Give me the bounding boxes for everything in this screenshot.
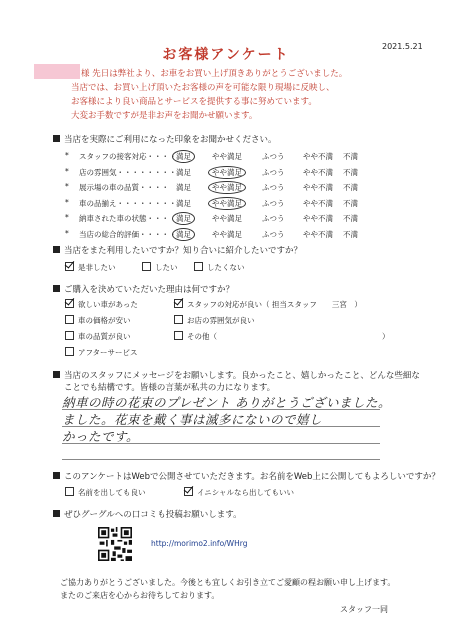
q1-question: 当店を実際にご利用になった印象をお聞かせください。 [53, 133, 277, 145]
rating-label: やや満足 [208, 166, 246, 179]
handwritten-line-2: ました。花束を戴く事は滅多にないので嬉し [62, 412, 323, 427]
q1-row-bullet: * [65, 228, 69, 238]
q4-question-line-2: ことでも結構です。皆様の言葉が私共の力になります。 [64, 383, 276, 393]
q1-rating-option[interactable] [176, 198, 191, 209]
footer-signature: スタッフ一同 [340, 605, 388, 614]
rating-label: 不満 [343, 229, 358, 239]
q1-rating-option[interactable] [343, 182, 358, 193]
checkbox[interactable] [142, 262, 151, 271]
checkbox[interactable] [174, 331, 183, 340]
q3-option-7[interactable]: アフターサービス [65, 347, 137, 358]
q3-question: ご購入を決めていただいた理由は何ですか？ [53, 283, 234, 295]
q1-rating-option[interactable] [176, 213, 191, 224]
q1-rating-option[interactable] [303, 213, 333, 224]
q1-row-bullet: * [65, 197, 69, 207]
q5-option-2[interactable]: イニシャルなら出してもいい [184, 487, 294, 498]
q1-rating-option[interactable] [343, 167, 358, 178]
intro-line-3: お客様により良い商品とサービスを提供する事に努めています。 [71, 97, 317, 107]
footer-line-2: またのご来店を心からお待ちしております。 [60, 591, 220, 600]
checkbox[interactable] [65, 315, 74, 324]
q1-rating-option[interactable] [262, 151, 285, 162]
q1-rating-option[interactable] [212, 213, 242, 224]
q1-rating-option[interactable] [262, 198, 285, 209]
checkbox[interactable] [194, 262, 203, 271]
q1-rating-option[interactable] [176, 151, 191, 162]
q1-row-label: スタッフの接客対応・・・・ [79, 152, 177, 161]
q1-rating-option[interactable] [303, 229, 333, 240]
handwritten-line-1: 納車の時の花束のプレゼント ありがとうございました。 [62, 395, 391, 410]
q3-option-4[interactable]: お店の雰囲気が良い [174, 315, 255, 326]
q1-row-bullet: * [65, 182, 69, 191]
handwritten-line-3: かったです。 [62, 429, 140, 444]
redacted-customer-name [34, 64, 80, 79]
rating-label: やや不満 [303, 167, 333, 177]
q1-rating-option[interactable] [262, 229, 285, 240]
q1-row-bullet: * [65, 213, 69, 222]
qr-code-icon[interactable] [98, 527, 132, 561]
rating-label: ふつう [262, 198, 285, 208]
q3-option-3[interactable]: 車の価格が安い [65, 315, 131, 326]
rating-label: 不満 [343, 167, 358, 177]
q1-rating-option[interactable] [176, 182, 191, 193]
square-bullet-icon [53, 472, 60, 479]
q1-rating-option[interactable] [343, 229, 358, 240]
q5-question: このアンケートはWebで公開させていただきます。お名前をWeb上に公開してもよろしいですか？ [53, 470, 440, 482]
intro-line-4: 大変お手数ですが是非お声をお聞かせ願います。 [71, 111, 258, 121]
q3-option-5[interactable]: 車の品質が良い [65, 331, 131, 342]
q1-row-label: 納車された車の状態・・・ [79, 214, 169, 223]
rating-label: 満足 [176, 198, 191, 208]
checkbox[interactable] [65, 487, 74, 496]
rating-label: 満足 [176, 167, 191, 177]
q1-rating-option[interactable] [212, 182, 242, 193]
square-bullet-icon [53, 135, 60, 142]
rating-label: ふつう [262, 152, 285, 161]
q1-rating-option[interactable] [262, 182, 285, 193]
footer-line-1: ご協力ありがとうございました。今後とも宜しくお引き立てご愛顧の程お願い申し上げます。 [60, 578, 396, 587]
q1-rating-option[interactable] [176, 229, 191, 240]
q2-question: 当店をまた利用したいですか？知り合いに紹介したいですか？ [53, 244, 302, 256]
q1-row-label: 当店の総合的評価・・・・・ [79, 229, 177, 239]
q3-option-1[interactable]: 欲しい車があった [65, 299, 138, 310]
rating-label: やや満足 [212, 214, 242, 223]
q1-rating-option[interactable] [303, 198, 333, 209]
square-bullet-icon [53, 285, 60, 292]
rating-label: 満足 [176, 183, 191, 192]
q1-row-bullet: * [65, 166, 69, 176]
q1-rating-option[interactable] [212, 229, 242, 240]
rating-label: 不満 [343, 198, 358, 208]
rating-label: 不満 [343, 152, 358, 161]
checkbox[interactable] [184, 487, 193, 496]
q1-row-bullet: * [65, 151, 69, 160]
square-bullet-icon [53, 246, 60, 253]
square-bullet-icon [53, 510, 60, 517]
q1-rating-option[interactable] [343, 151, 358, 162]
survey-title: お客様アンケート [162, 47, 290, 63]
q1-rating-option[interactable] [176, 167, 191, 178]
q1-rating-option[interactable] [303, 167, 333, 178]
q6-question: ぜひグーグルへの口コミも投稿お願いします。 [53, 508, 242, 520]
checkbox[interactable] [174, 299, 183, 308]
rating-label: ふつう [262, 167, 285, 177]
q1-rating-option[interactable] [212, 167, 242, 178]
q1-rating-option[interactable] [262, 213, 285, 224]
q3-option-2[interactable]: スタッフの対応が良い（ 担当スタッフ 三宮 ） [174, 299, 362, 310]
checkbox[interactable] [65, 299, 74, 308]
q1-row-label: 店の雰囲気・・・・・・・・ [79, 167, 177, 177]
rating-label: ふつう [262, 229, 285, 239]
q1-row-label: 展示場の車の品質・・・・ [79, 183, 169, 192]
rating-label: やや不満 [303, 152, 333, 161]
checkbox[interactable] [65, 331, 74, 340]
q1-rating-option[interactable] [212, 151, 242, 162]
q1-row-label: 車の品揃え・・・・・・・・ [79, 198, 177, 208]
rating-label: やや満足 [208, 181, 246, 194]
survey-date: 2021.5.21 [382, 42, 423, 51]
review-url-link[interactable]: http://morimo2.info/WHrg [151, 539, 248, 548]
rating-label: 満足 [172, 228, 195, 241]
q1-rating-option[interactable] [212, 198, 242, 209]
intro-line-2: 当店では、お買い上げ頂いたお客様の声を可能な限り現場に反映し、 [71, 83, 335, 93]
square-bullet-icon [53, 371, 60, 378]
writing-line [62, 459, 380, 460]
q1-rating-option[interactable] [303, 182, 333, 193]
rating-label: 満足 [172, 150, 195, 163]
rating-label: やや不満 [303, 198, 333, 208]
q4-question: 当店のスタッフにメッセージをお願いします。良かったこと、嬉しかったこと、どんな些細な [53, 369, 420, 381]
q3-option-6[interactable]: その他（ ） [174, 331, 390, 342]
rating-label: ふつう [262, 183, 285, 192]
checkbox[interactable] [65, 262, 74, 271]
checkbox[interactable] [65, 347, 74, 356]
q2-option-1[interactable]: 是非したい [65, 262, 116, 273]
q1-rating-option[interactable] [343, 198, 358, 209]
rating-label: やや不満 [303, 229, 333, 239]
q2-option-2[interactable]: したい [142, 262, 178, 273]
q1-rating-option[interactable] [343, 213, 358, 224]
rating-label: ふつう [262, 214, 285, 223]
rating-label: 不満 [343, 183, 358, 192]
q5-option-1[interactable]: 名前を出しても良い [65, 487, 146, 498]
rating-label: やや不満 [303, 183, 333, 192]
rating-label: やや不満 [303, 214, 333, 223]
intro-line-1: 様 先日は弊社より、お車をお買い上げ頂きありがとうございました。 [81, 69, 348, 79]
rating-label: やや満足 [208, 197, 246, 210]
q1-rating-option[interactable] [262, 167, 285, 178]
rating-label: やや満足 [212, 229, 242, 239]
q2-option-3[interactable]: したくない [194, 262, 245, 273]
rating-label: やや満足 [212, 152, 242, 161]
q1-rating-option[interactable] [303, 151, 333, 162]
rating-label: 満足 [172, 212, 195, 225]
checkbox[interactable] [174, 315, 183, 324]
rating-label: 不満 [343, 214, 358, 223]
